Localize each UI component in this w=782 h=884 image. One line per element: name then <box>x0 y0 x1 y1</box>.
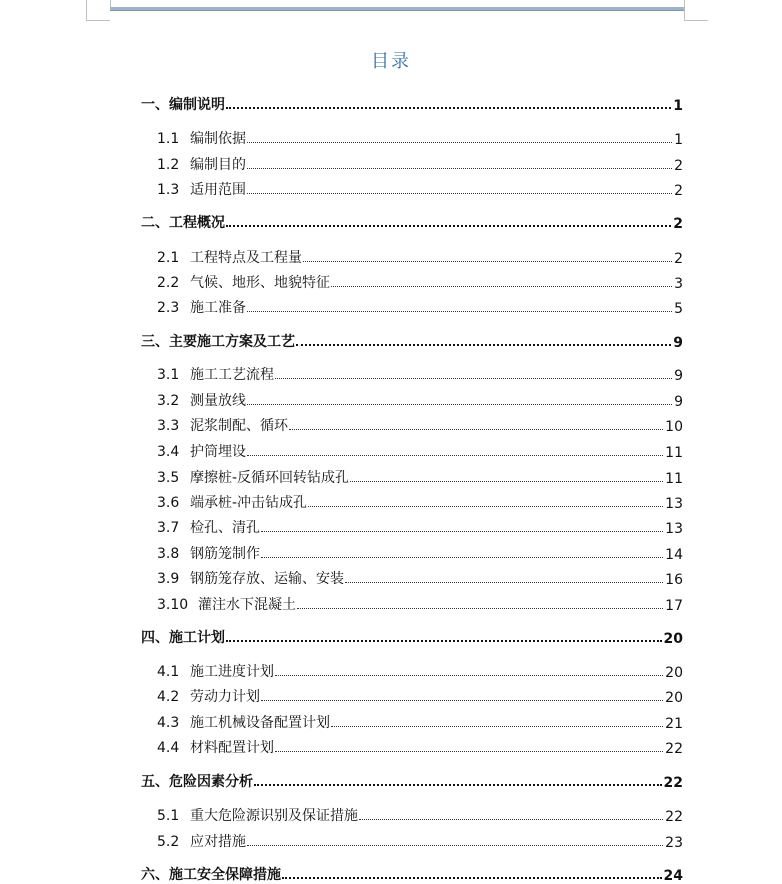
toc-entry-text: 施工安全保障措施 <box>169 867 281 883</box>
toc-page-number: 2 <box>673 216 683 232</box>
toc-entry-label <box>157 737 274 757</box>
toc-entry-number: 2.3 <box>157 300 180 316</box>
toc-entry-label <box>157 247 302 267</box>
toc-entry-text: 工程特点及工程量 <box>190 250 302 266</box>
toc-entry-label <box>157 712 330 732</box>
toc-entry-number: 五、 <box>141 774 169 790</box>
toc-entry-label <box>157 492 307 512</box>
toc-section[interactable] <box>157 735 683 757</box>
toc-leader-dots <box>308 505 663 507</box>
toc-page-number: 2 <box>674 158 683 174</box>
toc-entry-text: 钢筋笼存放、运输、安装 <box>190 571 344 587</box>
toc-entry-label <box>141 864 281 884</box>
toc-entry-number: 1.2 <box>157 157 180 173</box>
toc-page-number: 2 <box>674 251 683 267</box>
toc-entry-number: 5.2 <box>157 834 180 850</box>
toc-section[interactable] <box>157 684 683 706</box>
header-edge-right <box>684 0 685 10</box>
toc-leader-dots <box>289 428 663 430</box>
toc-leader-dots <box>247 844 663 846</box>
toc-page-number: 13 <box>665 521 683 537</box>
toc-page-number: 2 <box>674 183 683 199</box>
toc-leader-dots <box>275 377 672 379</box>
toc-entry-label <box>157 441 246 461</box>
toc-entry-text: 检孔、清孔 <box>190 520 260 536</box>
toc-entry-number: 4.3 <box>157 715 180 731</box>
toc-entry-text: 主要施工方案及工艺 <box>169 334 295 350</box>
toc-page-number: 10 <box>665 419 683 435</box>
toc-section[interactable] <box>157 592 683 614</box>
toc-page-number: 14 <box>665 547 683 563</box>
toc-page-number: 11 <box>665 471 683 487</box>
toc-entry-text: 护筒埋设 <box>190 444 246 460</box>
toc-entry-number: 六、 <box>141 867 169 883</box>
toc-section[interactable] <box>157 710 683 732</box>
toc-entry-number: 四、 <box>141 630 169 646</box>
toc-page-number: 5 <box>674 301 683 317</box>
toc-section[interactable] <box>157 439 683 461</box>
toc-entry-label <box>157 272 330 292</box>
toc-entry-label <box>141 94 225 114</box>
toc-entry-number: 3.2 <box>157 393 180 409</box>
toc-entry-text: 危险因素分析 <box>169 774 253 790</box>
toc-section[interactable] <box>157 515 683 537</box>
toc-entry-label <box>141 771 253 791</box>
toc-entry-text: 施工机械设备配置计划 <box>190 715 330 731</box>
toc-entry-number: 4.2 <box>157 689 180 705</box>
toc-section[interactable] <box>157 490 683 512</box>
toc-leader-dots <box>226 224 671 227</box>
toc-entry-text: 泥浆制配、循环 <box>190 418 288 434</box>
toc-entry-number: 3.6 <box>157 495 180 511</box>
toc-entry-number: 3.1 <box>157 367 180 383</box>
toc-entry-text: 施工工艺流程 <box>190 367 274 383</box>
toc-section[interactable] <box>157 270 683 292</box>
toc-leader-dots <box>275 674 663 676</box>
toc-entry-number: 二、 <box>141 215 169 231</box>
toc-leader-dots <box>261 556 663 558</box>
toc-entry-text: 编制目的 <box>190 157 246 173</box>
toc-entry-text: 适用范围 <box>190 182 246 198</box>
toc-entry-label <box>157 661 274 681</box>
toc-chapter[interactable] <box>141 769 683 791</box>
toc-entry-number: 3.4 <box>157 444 180 460</box>
toc-section[interactable] <box>157 803 683 825</box>
toc-entry-label <box>157 831 246 851</box>
toc-page-number: 22 <box>665 809 683 825</box>
toc-entry-number: 4.4 <box>157 740 180 756</box>
toc-entry-number: 2.1 <box>157 250 180 266</box>
toc-entry-label <box>157 594 296 614</box>
toc-entry-label <box>141 212 225 232</box>
toc-entry-number: 一、 <box>141 97 169 113</box>
toc-chapter[interactable] <box>141 210 683 232</box>
toc-entry-label <box>157 154 246 174</box>
toc-entry-text: 钢筋笼制作 <box>190 546 260 562</box>
toc-title: 目录 <box>371 51 411 72</box>
toc-leader-dots <box>297 607 663 609</box>
toc-section[interactable] <box>157 295 683 317</box>
toc-entry-number: 3.7 <box>157 520 180 536</box>
toc-entry-number: 2.2 <box>157 275 180 291</box>
toc-entry-text: 摩擦桩-反循环回转钻成孔 <box>190 470 350 486</box>
toc-page-number: 22 <box>665 741 683 757</box>
toc-section[interactable] <box>157 177 683 199</box>
toc-page-number: 3 <box>674 276 683 292</box>
toc-entry-text: 编制说明 <box>169 97 225 113</box>
toc-section[interactable] <box>157 566 683 588</box>
toc-leader-dots <box>254 783 662 786</box>
toc-entry-number: 三、 <box>141 334 169 350</box>
toc-page-number: 20 <box>663 631 683 647</box>
toc-page-number: 21 <box>665 716 683 732</box>
toc-entry-label <box>157 517 260 537</box>
toc-leader-dots <box>226 106 671 109</box>
toc-entry-text: 重大危险源识别及保证措施 <box>190 808 358 824</box>
toc-chapter[interactable] <box>141 329 683 351</box>
toc-leader-dots <box>247 403 672 405</box>
toc-leader-dots <box>275 750 663 752</box>
toc-page-number: 13 <box>665 496 683 512</box>
toc-page-number: 9 <box>674 368 683 384</box>
toc-section[interactable] <box>157 362 683 384</box>
toc-page-number: 20 <box>665 665 683 681</box>
toc-entry-number: 5.1 <box>157 808 180 824</box>
toc-section[interactable] <box>157 659 683 681</box>
toc-entry-text: 工程概况 <box>169 215 225 231</box>
toc-entry-number: 1.3 <box>157 182 180 198</box>
toc-entry-label <box>157 179 246 199</box>
toc-page-number: 1 <box>674 132 683 148</box>
toc-entry-label <box>157 364 274 384</box>
toc-section[interactable] <box>157 126 683 148</box>
toc-entry-text: 施工计划 <box>169 630 225 646</box>
toc-chapter[interactable] <box>141 92 683 114</box>
toc-leader-dots <box>282 876 662 879</box>
toc-entry-text: 材料配置计划 <box>190 740 274 756</box>
toc-entry-label <box>157 415 288 435</box>
toc-leader-dots <box>296 343 671 346</box>
toc-leader-dots <box>345 581 663 583</box>
toc-entry-number: 1.1 <box>157 131 180 147</box>
toc-chapter[interactable] <box>141 862 683 884</box>
header-rule <box>110 7 684 11</box>
toc-entry-text: 应对措施 <box>190 834 246 850</box>
toc-page-number: 16 <box>665 572 683 588</box>
toc-entry-label <box>157 467 349 487</box>
toc-leader-dots <box>226 639 662 642</box>
toc-entry-text: 施工进度计划 <box>190 664 274 680</box>
toc-section[interactable] <box>157 388 683 410</box>
toc-leader-dots <box>350 480 663 482</box>
toc-leader-dots <box>247 167 672 169</box>
toc-leader-dots <box>247 192 672 194</box>
toc-entry-text: 测量放线 <box>190 393 246 409</box>
toc-chapter[interactable] <box>141 625 683 647</box>
toc-entry-number: 3.8 <box>157 546 180 562</box>
toc-entry-number: 3.5 <box>157 470 180 486</box>
toc-entry-text: 施工准备 <box>190 300 246 316</box>
toc-entry-label <box>157 543 260 563</box>
toc-page-number: 9 <box>673 335 683 351</box>
toc-entry-label <box>157 297 246 317</box>
toc-page-number: 23 <box>665 835 683 851</box>
toc-page-number: 24 <box>663 868 683 884</box>
toc-leader-dots <box>247 454 663 456</box>
toc-page-number: 1 <box>673 98 683 114</box>
toc-leader-dots <box>331 725 663 727</box>
toc-page-number: 17 <box>665 598 683 614</box>
toc-entry-label <box>157 805 358 825</box>
toc-entry-number: 3.10 <box>157 597 189 613</box>
toc-entry-text: 劳动力计划 <box>190 689 260 705</box>
toc-leader-dots <box>359 818 663 820</box>
toc-entry-text: 气候、地形、地貌特征 <box>190 275 330 291</box>
toc-entry-label <box>141 331 295 351</box>
toc-section[interactable] <box>157 829 683 851</box>
toc-entry-text: 灌注水下混凝土 <box>198 597 296 613</box>
toc-page-number: 9 <box>674 394 683 410</box>
crop-mark-left-vertical <box>86 0 87 20</box>
toc-entry-number: 4.1 <box>157 664 180 680</box>
toc-section[interactable] <box>157 413 683 435</box>
toc-entry-label <box>157 686 260 706</box>
toc-leader-dots <box>331 285 672 287</box>
toc-leader-dots <box>261 699 663 701</box>
toc-entry-label <box>157 390 246 410</box>
crop-mark-left-horizontal <box>86 20 110 21</box>
toc-leader-dots <box>247 141 672 143</box>
toc-entry-label <box>157 128 246 148</box>
toc-entry-label <box>141 627 225 647</box>
toc-entry-label <box>157 568 344 588</box>
toc-entry-text: 编制依据 <box>190 131 246 147</box>
toc-page-number: 11 <box>665 445 683 461</box>
toc-entry-number: 3.3 <box>157 418 180 434</box>
toc-entry-number: 3.9 <box>157 571 180 587</box>
toc-page-number: 22 <box>663 775 683 791</box>
toc-section[interactable] <box>157 245 683 267</box>
toc-section[interactable] <box>157 152 683 174</box>
toc-leader-dots <box>247 310 672 312</box>
toc-leader-dots <box>261 530 663 532</box>
toc-entry-text: 端承桩-冲击钻成孔 <box>190 495 308 511</box>
toc-leader-dots <box>303 260 672 262</box>
crop-mark-right-horizontal <box>684 20 708 21</box>
toc-page-number: 20 <box>665 690 683 706</box>
toc-section[interactable] <box>157 541 683 563</box>
toc-section[interactable] <box>157 465 683 487</box>
